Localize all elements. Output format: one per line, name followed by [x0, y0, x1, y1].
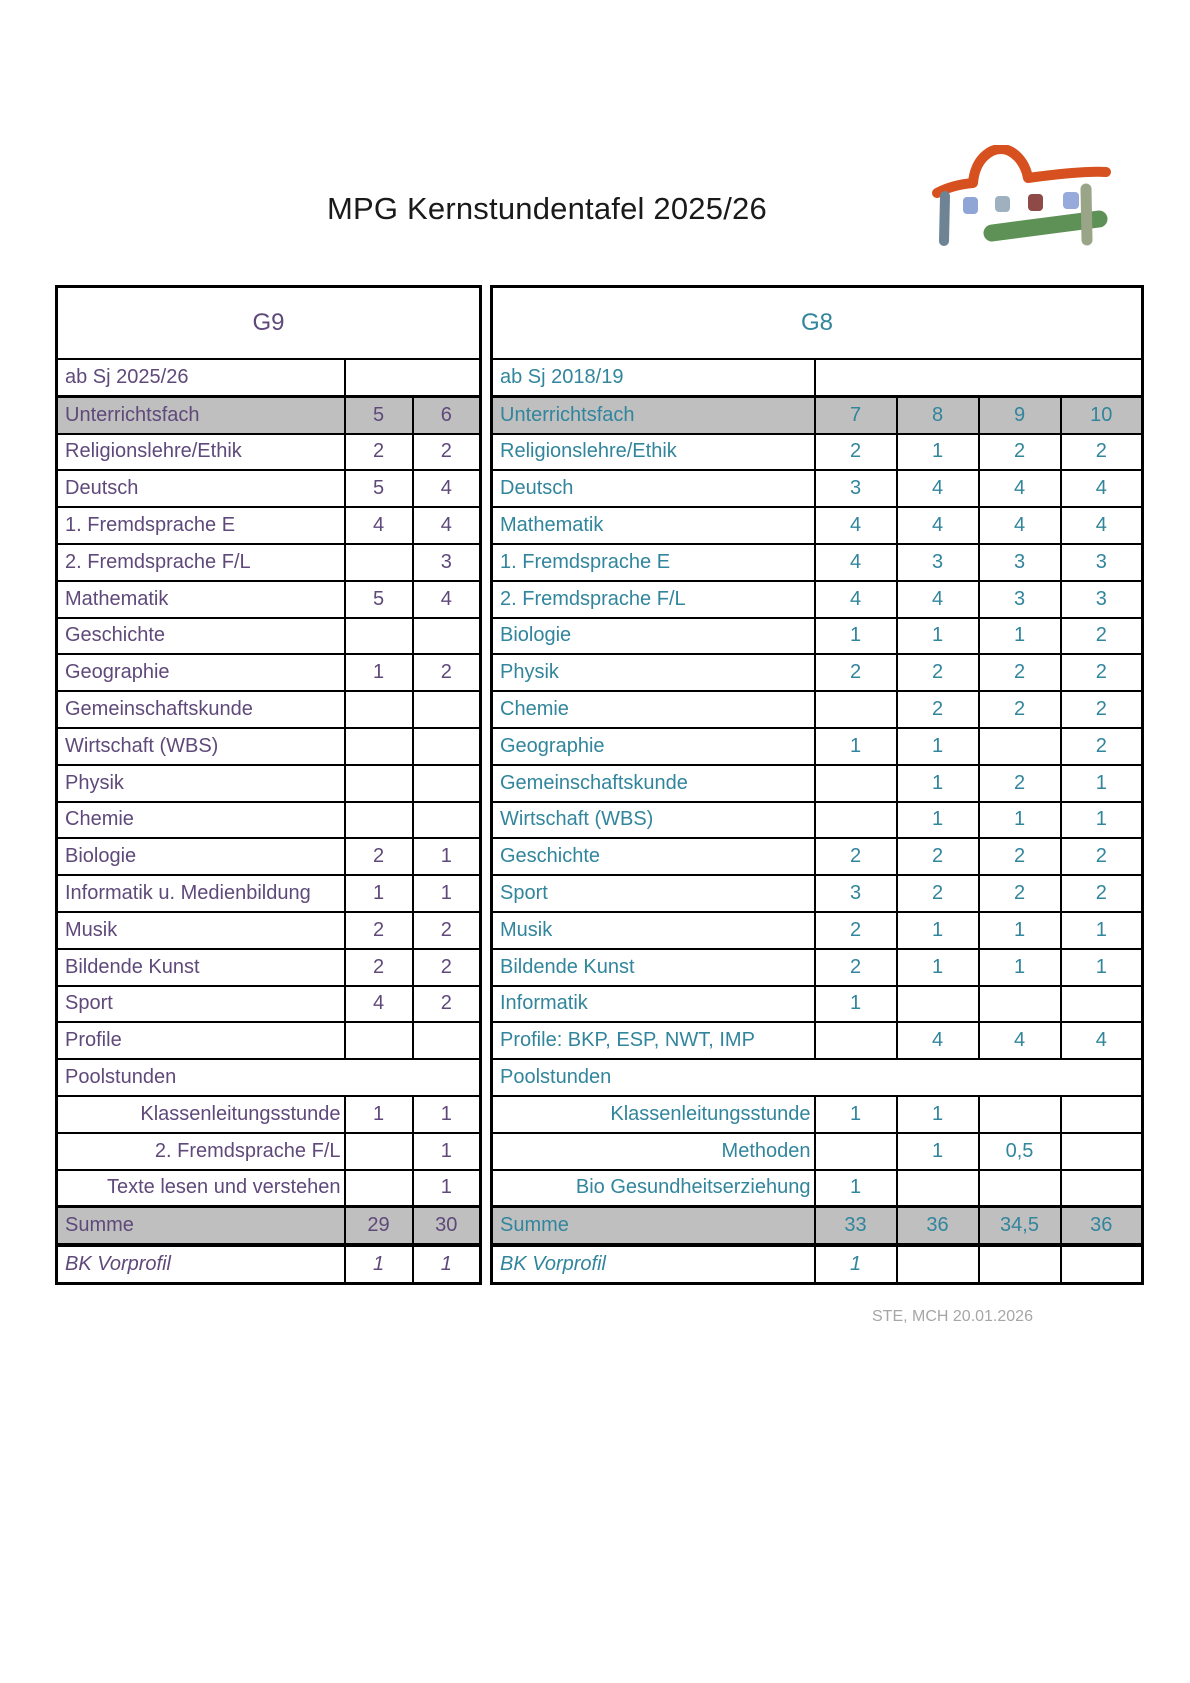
hours-cell: 2 — [815, 654, 897, 691]
hours-cell: 2 — [1061, 728, 1143, 765]
section-label: Poolstunden — [57, 1059, 481, 1096]
table-row — [492, 618, 1143, 655]
hours-cell: 2 — [1061, 691, 1143, 728]
hours-cell: 1 — [897, 1133, 979, 1170]
table-row — [57, 1022, 481, 1059]
subject-label: Summe — [57, 1207, 345, 1245]
hours-cell: 1 — [345, 1096, 413, 1133]
hours-cell: 2 — [815, 434, 897, 471]
hours-cell: 4 — [413, 470, 481, 507]
hours-cell — [345, 802, 413, 839]
hours-cell: 2 — [1061, 654, 1143, 691]
hours-cell: 4 — [815, 507, 897, 544]
hours-cell — [345, 544, 413, 581]
hours-cell: 2 — [979, 434, 1061, 471]
subject-label: Biologie — [57, 838, 345, 875]
table-row — [57, 544, 481, 581]
subject-label: BK Vorprofil — [57, 1245, 345, 1283]
hours-cell — [897, 986, 979, 1023]
hours-cell: 3 — [815, 875, 897, 912]
hours-cell — [1061, 1096, 1143, 1133]
footer-note: STE, MCH 20.01.2026 — [872, 1308, 1033, 1325]
table-row — [492, 1022, 1143, 1059]
table-row — [492, 654, 1143, 691]
logo-pillar-shape — [944, 196, 945, 241]
hours-cell: 1 — [897, 1096, 979, 1133]
hours-cell: 4 — [897, 507, 979, 544]
hours-cell: 2 — [413, 949, 481, 986]
hours-cell: 2 — [979, 875, 1061, 912]
hours-cell: 3 — [1061, 544, 1143, 581]
subject-label: Wirtschaft (WBS) — [57, 728, 345, 765]
table-row — [57, 838, 481, 875]
g8-table-body — [492, 287, 1143, 1284]
hours-cell: 1 — [413, 1133, 481, 1170]
column-header-grade: 10 — [1061, 396, 1143, 433]
table-row — [57, 691, 481, 728]
logo-window-2-shape — [995, 196, 1010, 212]
table-row — [492, 1096, 1143, 1133]
logo-right-post-shape — [1086, 189, 1087, 240]
table-row — [492, 875, 1143, 912]
hours-cell: 4 — [345, 507, 413, 544]
subject-label: Profile: BKP, ESP, NWT, IMP — [492, 1022, 815, 1059]
school-building-logo — [930, 145, 1112, 248]
hours-cell: 2 — [815, 912, 897, 949]
hours-cell: 1 — [1061, 765, 1143, 802]
hours-cell: 34,5 — [979, 1207, 1061, 1245]
hours-cell: 1 — [897, 802, 979, 839]
hours-cell: 1 — [1061, 912, 1143, 949]
hours-cell: 2 — [897, 838, 979, 875]
hours-cell: 4 — [979, 470, 1061, 507]
table-row — [492, 949, 1143, 986]
table-row — [57, 434, 481, 471]
table-row — [57, 765, 481, 802]
hours-cell: 1 — [897, 728, 979, 765]
table-row — [492, 765, 1143, 802]
table-subtitle-row — [492, 359, 1143, 396]
subject-label: Summe — [492, 1207, 815, 1245]
hours-cell — [979, 1096, 1061, 1133]
hours-cell: 5 — [345, 470, 413, 507]
hours-cell: 2 — [1061, 434, 1143, 471]
hours-cell: 3 — [979, 581, 1061, 618]
hours-cell — [897, 1170, 979, 1207]
hours-cell: 2 — [897, 875, 979, 912]
hours-cell: 2 — [897, 691, 979, 728]
hours-cell: 0,5 — [979, 1133, 1061, 1170]
hours-cell — [345, 1022, 413, 1059]
hours-cell: 1 — [413, 1245, 481, 1283]
subject-label: Musik — [492, 912, 815, 949]
hours-cell: 4 — [413, 507, 481, 544]
subject-label: Klassenleitungsstunde — [57, 1096, 345, 1133]
hours-cell — [413, 618, 481, 655]
section-label: Poolstunden — [492, 1059, 1143, 1096]
table-row — [57, 507, 481, 544]
hours-cell: 1 — [897, 434, 979, 471]
table-row — [492, 838, 1143, 875]
hours-cell: 1 — [413, 838, 481, 875]
table-row — [57, 1207, 481, 1245]
hours-cell — [897, 1245, 979, 1283]
hours-cell: 4 — [897, 1022, 979, 1059]
subject-label: Texte lesen und verstehen — [57, 1170, 345, 1207]
table-row — [492, 1059, 1143, 1096]
hours-cell: 29 — [345, 1207, 413, 1245]
hours-cell: 2 — [413, 434, 481, 471]
hours-cell: 36 — [897, 1207, 979, 1245]
hours-cell: 2 — [345, 434, 413, 471]
hours-cell: 2 — [1061, 875, 1143, 912]
hours-cell: 2 — [345, 912, 413, 949]
subject-label: Bildende Kunst — [492, 949, 815, 986]
hours-cell: 1 — [345, 1245, 413, 1283]
hours-cell: 1 — [897, 949, 979, 986]
table-row — [492, 1170, 1143, 1207]
empty-cell — [815, 359, 1143, 396]
table-row — [492, 691, 1143, 728]
hours-cell — [815, 765, 897, 802]
hours-cell: 36 — [1061, 1207, 1143, 1245]
hours-cell — [345, 1133, 413, 1170]
subject-label: Biologie — [492, 618, 815, 655]
table-row — [57, 1245, 481, 1283]
hours-cell: 4 — [979, 1022, 1061, 1059]
hours-cell: 1 — [815, 986, 897, 1023]
column-header-grade: 5 — [345, 396, 413, 433]
hours-cell — [345, 1170, 413, 1207]
hours-cell: 2 — [413, 912, 481, 949]
table-row — [57, 1170, 481, 1207]
hours-cell: 2 — [345, 949, 413, 986]
table-row — [492, 544, 1143, 581]
subject-label: Gemeinschaftskunde — [492, 765, 815, 802]
hours-cell: 33 — [815, 1207, 897, 1245]
hours-cell: 3 — [815, 470, 897, 507]
subject-label: 2. Fremdsprache F/L — [57, 544, 345, 581]
hours-cell: 4 — [897, 470, 979, 507]
hours-cell — [413, 728, 481, 765]
hours-cell: 2 — [1061, 838, 1143, 875]
logo-roof-arch-shape — [937, 149, 1106, 193]
subject-label: Geschichte — [492, 838, 815, 875]
hours-cell: 2 — [815, 949, 897, 986]
hours-cell: 2 — [1061, 618, 1143, 655]
hours-cell: 2 — [979, 691, 1061, 728]
table-subtitle-row — [57, 359, 481, 396]
g8-curriculum-table — [490, 285, 1144, 1285]
g9-curriculum-table — [55, 285, 482, 1285]
table-title: G8 — [492, 287, 1143, 360]
hours-cell: 1 — [413, 1170, 481, 1207]
subject-label: Sport — [492, 875, 815, 912]
subject-label: Chemie — [57, 802, 345, 839]
hours-cell — [815, 691, 897, 728]
hours-cell: 4 — [1061, 470, 1143, 507]
table-row — [492, 1207, 1143, 1245]
hours-cell: 1 — [815, 728, 897, 765]
hours-cell — [413, 765, 481, 802]
table-row — [492, 802, 1143, 839]
hours-cell: 3 — [1061, 581, 1143, 618]
column-header-grade: 9 — [979, 396, 1061, 433]
subject-label: 2. Fremdsprache F/L — [57, 1133, 345, 1170]
g9-table-body — [57, 287, 481, 1284]
hours-cell — [413, 1022, 481, 1059]
subject-label: Religionslehre/Ethik — [57, 434, 345, 471]
hours-cell: 1 — [815, 1096, 897, 1133]
hours-cell — [1061, 1245, 1143, 1283]
table-title: G9 — [57, 287, 481, 360]
hours-cell: 1 — [979, 618, 1061, 655]
hours-cell — [345, 765, 413, 802]
subject-label: 1. Fremdsprache E — [57, 507, 345, 544]
hours-cell — [979, 1170, 1061, 1207]
subject-label: Geschichte — [57, 618, 345, 655]
subject-label: Mathematik — [57, 581, 345, 618]
hours-cell: 4 — [1061, 507, 1143, 544]
table-row — [492, 1245, 1143, 1283]
page-title: MPG Kernstundentafel 2025/26 — [327, 190, 767, 226]
table-row — [492, 507, 1143, 544]
table-row — [57, 802, 481, 839]
hours-cell: 4 — [979, 507, 1061, 544]
hours-cell: 1 — [345, 875, 413, 912]
subject-label: Klassenleitungsstunde — [492, 1096, 815, 1133]
hours-cell: 30 — [413, 1207, 481, 1245]
hours-cell — [345, 728, 413, 765]
logo-window-3-shape — [1028, 194, 1043, 211]
hours-cell: 5 — [345, 581, 413, 618]
table-row — [492, 728, 1143, 765]
subject-label: Deutsch — [57, 470, 345, 507]
hours-cell: 4 — [897, 581, 979, 618]
subject-label: Chemie — [492, 691, 815, 728]
hours-cell: 4 — [815, 581, 897, 618]
hours-cell — [815, 1022, 897, 1059]
subject-label: Bildende Kunst — [57, 949, 345, 986]
subject-label: Mathematik — [492, 507, 815, 544]
table-row — [492, 912, 1143, 949]
table-title-row — [57, 287, 481, 360]
table-row — [57, 1096, 481, 1133]
hours-cell: 2 — [413, 654, 481, 691]
hours-cell — [1061, 986, 1143, 1023]
hours-cell: 1 — [413, 875, 481, 912]
column-header-row — [57, 396, 481, 433]
column-header-subject: Unterrichtsfach — [492, 396, 815, 433]
subject-label: Religionslehre/Ethik — [492, 434, 815, 471]
hours-cell — [979, 986, 1061, 1023]
hours-cell — [979, 728, 1061, 765]
column-header-grade: 6 — [413, 396, 481, 433]
hours-cell: 2 — [815, 838, 897, 875]
table-row — [57, 912, 481, 949]
subject-label: Geographie — [492, 728, 815, 765]
hours-cell: 2 — [345, 838, 413, 875]
hours-cell: 2 — [897, 654, 979, 691]
hours-cell: 2 — [979, 838, 1061, 875]
table-row — [57, 618, 481, 655]
hours-cell — [1061, 1170, 1143, 1207]
hours-cell: 1 — [979, 802, 1061, 839]
hours-cell: 1 — [897, 618, 979, 655]
hours-cell: 2 — [979, 654, 1061, 691]
hours-cell: 1 — [979, 912, 1061, 949]
hours-cell: 1 — [897, 912, 979, 949]
table-row — [57, 470, 481, 507]
subject-label: Deutsch — [492, 470, 815, 507]
hours-cell — [815, 1133, 897, 1170]
hours-cell: 1 — [897, 765, 979, 802]
table-row — [57, 875, 481, 912]
logo-window-1-shape — [963, 197, 978, 214]
column-header-grade: 7 — [815, 396, 897, 433]
column-header-subject: Unterrichtsfach — [57, 396, 345, 433]
subject-label: Gemeinschaftskunde — [57, 691, 345, 728]
hours-cell — [413, 802, 481, 839]
hours-cell: 1 — [815, 1245, 897, 1283]
hours-cell: 2 — [413, 986, 481, 1023]
subject-label: Methoden — [492, 1133, 815, 1170]
hours-cell: 3 — [979, 544, 1061, 581]
subject-label: Profile — [57, 1022, 345, 1059]
empty-cell — [345, 359, 481, 396]
table-subtitle: ab Sj 2025/26 — [57, 359, 345, 396]
hours-cell: 1 — [815, 618, 897, 655]
subject-label: Informatik u. Medienbildung — [57, 875, 345, 912]
hours-cell: 3 — [413, 544, 481, 581]
hours-cell: 4 — [345, 986, 413, 1023]
hours-cell — [815, 802, 897, 839]
subject-label: Wirtschaft (WBS) — [492, 802, 815, 839]
table-row — [57, 1133, 481, 1170]
subject-label: Physik — [492, 654, 815, 691]
subject-label: Musik — [57, 912, 345, 949]
subject-label: 2. Fremdsprache F/L — [492, 581, 815, 618]
table-row — [57, 581, 481, 618]
table-row — [57, 1059, 481, 1096]
column-header-grade: 8 — [897, 396, 979, 433]
subject-label: Geographie — [57, 654, 345, 691]
hours-cell — [1061, 1133, 1143, 1170]
subject-label: Informatik — [492, 986, 815, 1023]
hours-cell: 2 — [979, 765, 1061, 802]
table-subtitle: ab Sj 2018/19 — [492, 359, 815, 396]
subject-label: Bio Gesundheitserziehung — [492, 1170, 815, 1207]
table-row — [492, 470, 1143, 507]
hours-cell — [979, 1245, 1061, 1283]
hours-cell — [345, 691, 413, 728]
hours-cell: 1 — [345, 654, 413, 691]
hours-cell: 4 — [413, 581, 481, 618]
table-row — [492, 434, 1143, 471]
table-row — [57, 949, 481, 986]
table-row — [492, 1133, 1143, 1170]
logo-window-4-shape — [1063, 192, 1079, 209]
table-row — [57, 986, 481, 1023]
subject-label: Sport — [57, 986, 345, 1023]
subject-label: BK Vorprofil — [492, 1245, 815, 1283]
subject-label: 1. Fremdsprache E — [492, 544, 815, 581]
hours-cell: 1 — [413, 1096, 481, 1133]
table-row — [492, 581, 1143, 618]
hours-cell: 1 — [1061, 802, 1143, 839]
hours-cell — [413, 691, 481, 728]
table-title-row — [492, 287, 1143, 360]
table-row — [57, 728, 481, 765]
hours-cell: 1 — [1061, 949, 1143, 986]
hours-cell: 3 — [897, 544, 979, 581]
hours-cell: 1 — [979, 949, 1061, 986]
subject-label: Physik — [57, 765, 345, 802]
hours-cell — [345, 618, 413, 655]
hours-cell: 1 — [815, 1170, 897, 1207]
table-row — [492, 986, 1143, 1023]
table-row — [57, 654, 481, 691]
column-header-row — [492, 396, 1143, 433]
hours-cell: 4 — [1061, 1022, 1143, 1059]
hours-cell: 4 — [815, 544, 897, 581]
